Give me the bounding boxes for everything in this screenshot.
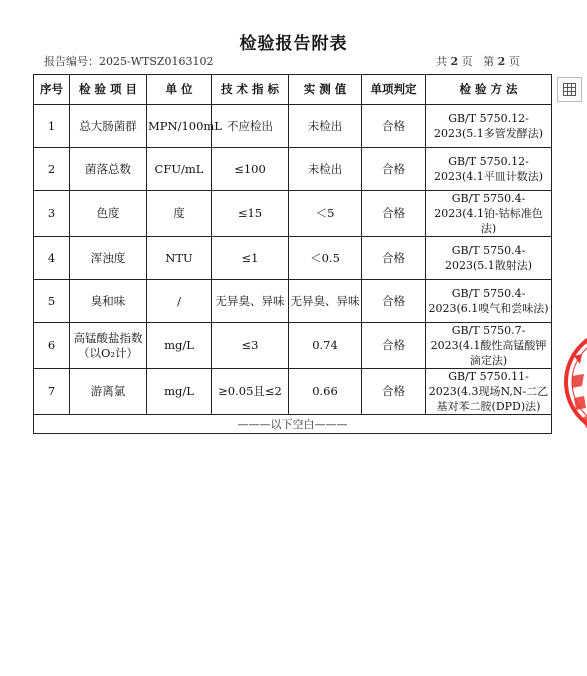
page-current-prefix: 第 [483, 55, 495, 68]
cell-item-sub: （以O₂计） [77, 345, 139, 360]
cell-verdict: 合格 [362, 323, 426, 369]
cell-spec: ≤15 [212, 191, 289, 237]
cell-method: GB/T 5750.4-2023(5.1散射法) [426, 237, 552, 280]
cell-item: 菌落总数 [70, 148, 147, 191]
cell-verdict: 合格 [362, 148, 426, 191]
header-method: 检 验 方 法 [426, 75, 552, 105]
seal-graphic [560, 326, 587, 438]
cell-measured: 未检出 [289, 105, 362, 148]
page-title: 检验报告附表 [239, 34, 348, 54]
cell-measured: 未检出 [289, 148, 362, 191]
cell-item: 总大肠菌群 [70, 105, 147, 148]
header-item: 检 验 项 目 [70, 75, 147, 105]
cell-method: GB/T 5750.12-2023(4.1平皿计数法) [426, 148, 552, 191]
cell-item: 色度 [70, 191, 147, 237]
cell-spec: 不应检出 [212, 105, 289, 148]
cell-spec: 无异臭、异味 [212, 280, 289, 323]
cell-spec: ≤1 [212, 237, 289, 280]
header-no: 序号 [34, 75, 70, 105]
cell-no: 4 [34, 237, 70, 280]
cell-no: 1 [34, 105, 70, 148]
header-verdict: 单项判定 [362, 75, 426, 105]
report-number-label: 报告编号： [44, 55, 99, 68]
cell-spec: ≥0.05且≤2 [212, 369, 289, 415]
table-header-row [34, 75, 552, 105]
cell-measured: 0.66 [289, 369, 362, 415]
cell-measured: 无异臭、异味 [289, 280, 362, 323]
header-unit: 单 位 [147, 75, 212, 105]
cell-unit: mg/L [147, 369, 212, 415]
cell-item-main: 高锰酸盐指数 [73, 330, 143, 345]
cell-measured: 0.74 [289, 323, 362, 369]
cell-item: 游离氯 [70, 369, 147, 415]
cell-no: 7 [34, 369, 70, 415]
grid-scan-icon-glyph [562, 82, 577, 97]
cell-unit: mg/L [147, 323, 212, 369]
table-row [34, 148, 552, 191]
cell-measured: ＜5 [289, 191, 362, 237]
grid-scan-icon[interactable] [557, 77, 582, 102]
cell-no: 6 [34, 323, 70, 369]
inspection-table [33, 74, 552, 434]
official-seal-stamp [560, 326, 587, 438]
table-footer: ———以下空白——— [34, 415, 552, 434]
cell-item: 臭和味 [70, 280, 147, 323]
header-spec: 技 术 指 标 [212, 75, 289, 105]
table-row [34, 105, 552, 148]
page-total-suffix: 页 [461, 55, 473, 68]
cell-unit: / [147, 280, 212, 323]
cell-method: GB/T 5750.4-2023(6.1嗅气和尝味法) [426, 280, 552, 323]
cell-no: 5 [34, 280, 70, 323]
report-number-value: 2025-WTSZ0163102 [99, 55, 214, 68]
cell-item [70, 323, 147, 369]
cell-spec: ≤3 [212, 323, 289, 369]
cell-unit: CFU/mL [147, 148, 212, 191]
cell-unit: NTU [147, 237, 212, 280]
page-current: 2 [497, 55, 506, 68]
cell-verdict: 合格 [362, 369, 426, 415]
cell-method: GB/T 5750.12-2023(5.1多管发酵法) [426, 105, 552, 148]
cell-verdict: 合格 [362, 105, 426, 148]
cell-spec: ≤100 [212, 148, 289, 191]
table-footer-row [34, 415, 552, 434]
table-row [34, 369, 552, 415]
cell-verdict: 合格 [362, 280, 426, 323]
table-row [34, 191, 552, 237]
cell-verdict: 合格 [362, 237, 426, 280]
table-row [34, 323, 552, 369]
cell-method: GB/T 5750.7-2023(4.1酸性高锰酸钾滴定法) [426, 323, 552, 369]
page-total-prefix: 共 [436, 55, 447, 68]
page-current-suffix: 页 [508, 55, 520, 68]
cell-unit: MPN/100mL [147, 105, 212, 148]
table-row [34, 280, 552, 323]
cell-verdict: 合格 [362, 191, 426, 237]
page-total: 2 [450, 55, 459, 68]
cell-measured: ＜0.5 [289, 237, 362, 280]
cell-method: GB/T 5750.4-2023(4.1铂-钴标准色法) [426, 191, 552, 237]
cell-unit: 度 [147, 191, 212, 237]
report-number [44, 53, 214, 69]
cell-no: 2 [34, 148, 70, 191]
cell-method: GB/T 5750.11-2023(4.3现场N,N-二乙基对苯二胺(DPD)法) [426, 369, 552, 415]
cell-item: 浑浊度 [70, 237, 147, 280]
page-indicator [436, 53, 520, 69]
header-measured: 实 测 值 [289, 75, 362, 105]
table-row [34, 237, 552, 280]
cell-no: 3 [34, 191, 70, 237]
